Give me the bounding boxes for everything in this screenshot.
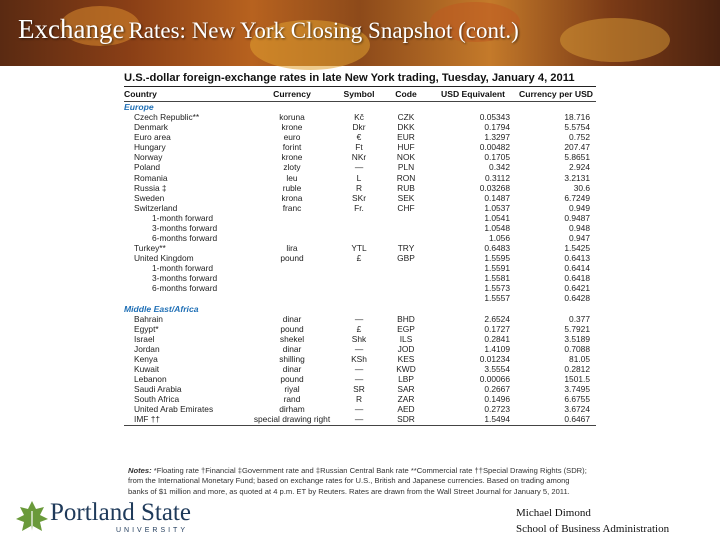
logo-wordmark: Portland State: [50, 499, 191, 526]
country-cell: Euro area: [134, 132, 171, 143]
country-cell: United Arab Emirates: [134, 404, 214, 415]
currency-cell: [248, 273, 336, 283]
table-row: [124, 132, 596, 142]
code-cell: [382, 223, 430, 233]
country-cell: Norway: [134, 152, 163, 163]
currency-cell: shilling: [279, 353, 305, 364]
usd-equivalent-cell: 0.1794: [484, 122, 510, 133]
table-row: [124, 122, 596, 132]
currency-cell: koruna: [279, 112, 305, 123]
symbol-cell: R: [355, 182, 363, 193]
code-cell: SEK: [397, 192, 415, 203]
country-cell: Lebanon: [134, 374, 167, 385]
table-row: [124, 203, 596, 213]
currency-per-usd-cell: 1.5425: [564, 243, 590, 254]
symbol-cell: —: [354, 162, 364, 173]
currency-per-usd-cell: 0.6414: [564, 263, 590, 274]
code-cell: EUR: [397, 132, 415, 143]
table-row: [124, 213, 596, 223]
currency-per-usd-cell: 0.948: [569, 222, 590, 233]
currency-per-usd-cell: 0.6428: [564, 293, 590, 304]
table-row: [124, 354, 596, 364]
currency-per-usd-cell: 5.8651: [564, 152, 590, 163]
currency-cell: shekel: [279, 333, 305, 344]
table-row: [124, 112, 596, 122]
currency-per-usd-cell: 6.7249: [564, 192, 590, 203]
code-cell: CHF: [397, 202, 415, 213]
table-row: [124, 334, 596, 344]
usd-equivalent-cell: 1.5581: [484, 273, 510, 284]
usd-equivalent-cell: 0.342: [489, 162, 510, 173]
currency-cell: krone: [281, 152, 303, 163]
currency-cell: pound: [280, 323, 304, 334]
notes-text: *Floating rate †Financial ‡Government rate and ‡Russian Central Bank rate **Commercial rate ††Special Drawing Rights (SDR); from the International Monetary Fund; based on exchange rates for U.S., British and Japanese currencies. Based on trading among banks of $1 million and more, as quoted at 4 p.m. ET by Reuters. Rates are drawn from the Wall Street Journal for January 5, 2011.: [128, 466, 587, 496]
country-cell: Russia ‡: [134, 182, 167, 193]
slide-title-prefix: Exchange: [18, 14, 125, 44]
usd-equivalent-cell: 1.5557: [484, 293, 510, 304]
country-cell: Saudi Arabia: [134, 384, 182, 395]
country-cell: Egypt*: [134, 323, 159, 334]
currency-per-usd-cell: 0.6467: [516, 414, 596, 425]
exchange-rate-table: [124, 87, 596, 426]
symbol-cell: —: [354, 364, 364, 375]
code-cell: SAR: [397, 384, 415, 395]
currency-per-usd-cell: 207.47: [564, 142, 590, 153]
symbol-cell: £: [356, 323, 362, 334]
usd-equivalent-cell: 0.05343: [479, 112, 510, 123]
usd-equivalent-cell: 1.5494: [430, 414, 516, 425]
currency-cell: euro: [283, 132, 301, 143]
usd-equivalent-cell: 0.2723: [484, 404, 510, 415]
table-row: [124, 344, 596, 354]
country-cell: Israel: [134, 333, 155, 344]
table-row: [124, 283, 596, 293]
title-banner: [0, 0, 720, 66]
usd-equivalent-cell: 0.00066: [479, 374, 510, 385]
table-row: [124, 233, 596, 243]
table-row: [124, 273, 596, 283]
currency-cell: [248, 223, 336, 233]
table-row: [124, 243, 596, 253]
currency-per-usd-cell: 0.377: [569, 313, 590, 324]
table-row: [124, 223, 596, 233]
column-header: Currency per USD: [516, 87, 596, 102]
country-cell: Poland: [134, 162, 161, 173]
table-row: [124, 162, 596, 172]
table-row: [124, 183, 596, 193]
symbol-cell: [336, 273, 382, 283]
country-cell: 3-months forward: [152, 222, 218, 233]
usd-equivalent-cell: 1.056: [489, 233, 510, 244]
code-cell: [382, 273, 430, 283]
currency-cell: dinar: [282, 364, 302, 375]
table-row: [124, 374, 596, 384]
currency-per-usd-cell: 0.752: [569, 132, 590, 143]
usd-equivalent-cell: 0.1496: [484, 394, 510, 405]
symbol-cell: £: [356, 253, 362, 264]
code-cell: BHD: [397, 313, 415, 324]
usd-equivalent-cell: 1.0537: [484, 202, 510, 213]
currency-cell: leu: [286, 172, 298, 183]
currency-cell: special drawing right: [248, 414, 336, 425]
symbol-cell: Ft: [355, 142, 363, 153]
symbol-cell: [336, 283, 382, 293]
usd-equivalent-cell: 0.01234: [479, 353, 510, 364]
usd-equivalent-cell: 1.4109: [484, 343, 510, 354]
currency-cell: dirham: [279, 404, 305, 415]
table-title: U.S.-dollar foreign-exchange rates in late New York trading, Tuesday, January 4, 2011: [124, 72, 575, 84]
usd-equivalent-cell: 2.6524: [484, 313, 510, 324]
column-header: USD Equivalent: [430, 87, 516, 102]
symbol-cell: R: [355, 394, 363, 405]
code-cell: JOD: [397, 343, 415, 354]
table-header-row: [124, 87, 596, 102]
currency-cell: dinar: [282, 343, 302, 354]
table-row: [124, 253, 596, 263]
symbol-cell: SKr: [352, 192, 366, 203]
table-row: [124, 263, 596, 273]
country-cell: Jordan: [134, 343, 160, 354]
slide-title: [18, 14, 519, 45]
currency-cell: zloty: [283, 162, 301, 173]
slide-title-rest: Rates: New York Closing Snapshot (cont.): [128, 18, 519, 43]
symbol-cell: [336, 293, 382, 303]
symbol-cell: Kč: [354, 112, 364, 123]
currency-cell: [248, 213, 336, 223]
code-cell: GBP: [397, 253, 415, 264]
author-credit: [516, 505, 669, 537]
country-cell: Sweden: [134, 192, 165, 203]
table-row: [124, 173, 596, 183]
autumn-leaf-decoration: [560, 18, 670, 62]
country-cell: Romania: [134, 172, 168, 183]
currency-per-usd-cell: 0.6421: [564, 283, 590, 294]
currency-per-usd-cell: 0.6418: [564, 273, 590, 284]
currency-cell: [248, 293, 336, 303]
usd-equivalent-cell: 1.0548: [484, 222, 510, 233]
usd-equivalent-cell: 1.5591: [484, 263, 510, 274]
currency-per-usd-cell: 3.7495: [564, 384, 590, 395]
code-cell: CZK: [397, 112, 415, 123]
table-row: [124, 142, 596, 152]
code-cell: [382, 213, 430, 223]
code-cell: KWD: [396, 364, 416, 375]
column-header: Country: [124, 87, 248, 102]
currency-per-usd-cell: 5.5754: [564, 122, 590, 133]
currency-per-usd-cell: 5.7921: [564, 323, 590, 334]
logo-subtitle: UNIVERSITY: [116, 527, 189, 534]
code-cell: RUB: [397, 182, 415, 193]
symbol-cell: L: [356, 172, 362, 183]
currency-per-usd-cell: 3.6724: [564, 404, 590, 415]
code-cell: KES: [397, 353, 415, 364]
region-name: Middle East/Africa: [124, 303, 199, 314]
country-cell: Kuwait: [134, 364, 160, 375]
logo-leaf-icon: [16, 501, 48, 535]
table-row: [124, 384, 596, 394]
usd-equivalent-cell: 0.00482: [479, 142, 510, 153]
currency-per-usd-cell: 1501.5: [564, 374, 590, 385]
symbol-cell: —: [336, 414, 382, 425]
currency-cell: [248, 263, 336, 273]
usd-equivalent-cell: 1.5573: [484, 283, 510, 294]
currency-per-usd-cell: 3.5189: [564, 333, 590, 344]
code-cell: DKK: [397, 122, 415, 133]
code-cell: HUF: [397, 142, 415, 153]
school-name: School of Business Administration: [516, 523, 670, 535]
currency-cell: krona: [281, 192, 303, 203]
country-cell: 6-months forward: [152, 283, 218, 294]
table-row: [124, 314, 596, 324]
currency-cell: [248, 233, 336, 243]
country-cell: 3-months forward: [152, 273, 218, 284]
country-cell: Kenya: [134, 353, 158, 364]
symbol-cell: KSh: [351, 353, 367, 364]
symbol-cell: —: [354, 404, 364, 415]
code-cell: RON: [396, 172, 416, 183]
currency-per-usd-cell: 2.924: [569, 162, 590, 173]
country-cell: Turkey**: [134, 243, 166, 254]
currency-per-usd-cell: 30.6: [573, 182, 590, 193]
code-cell: EGP: [397, 323, 415, 334]
column-header: Symbol: [336, 87, 382, 102]
code-cell: LBP: [398, 374, 414, 385]
table-row: [124, 364, 596, 374]
usd-equivalent-cell: 1.3297: [484, 132, 510, 143]
symbol-cell: —: [354, 374, 364, 385]
usd-equivalent-cell: 0.6483: [484, 243, 510, 254]
code-cell: NOK: [396, 152, 416, 163]
exchange-rate-table-figure: [124, 72, 596, 426]
column-header: Currency: [248, 87, 336, 102]
code-cell: [382, 233, 430, 243]
code-cell: ILS: [399, 333, 413, 344]
currency-cell: franc: [282, 202, 302, 213]
country-cell: Czech Republic**: [134, 112, 200, 123]
symbol-cell: Fr.: [354, 202, 364, 213]
usd-equivalent-cell: 0.2841: [484, 333, 510, 344]
table-notes: [128, 466, 590, 497]
code-cell: ZAR: [397, 394, 415, 405]
currency-cell: rand: [283, 394, 301, 405]
symbol-cell: [336, 233, 382, 243]
country-cell: Switzerland: [134, 202, 178, 213]
currency-cell: lira: [286, 243, 298, 254]
currency-per-usd-cell: 6.6755: [564, 394, 590, 405]
usd-equivalent-cell: 0.1705: [484, 152, 510, 163]
column-header: Code: [382, 87, 430, 102]
country-cell: 1-month forward: [152, 212, 213, 223]
currency-per-usd-cell: 0.9487: [564, 212, 590, 223]
currency-cell: pound: [280, 253, 304, 264]
country-cell: IMF ††: [124, 414, 248, 425]
code-cell: PLN: [397, 162, 415, 173]
country-cell: [124, 293, 248, 303]
table-row: [124, 152, 596, 162]
currency-per-usd-cell: 0.6413: [564, 253, 590, 264]
country-cell: 1-month forward: [152, 263, 213, 274]
code-cell: [382, 263, 430, 273]
country-cell: United Kingdom: [134, 253, 194, 264]
currency-cell: dinar: [282, 313, 302, 324]
table-row: [124, 414, 596, 425]
symbol-cell: [336, 223, 382, 233]
usd-equivalent-cell: 1.0541: [484, 212, 510, 223]
currency-per-usd-cell: 0.949: [569, 202, 590, 213]
region-header-row: [124, 102, 596, 113]
usd-equivalent-cell: 0.3112: [485, 172, 510, 183]
symbol-cell: [336, 213, 382, 223]
currency-per-usd-cell: 0.2812: [564, 364, 590, 375]
usd-equivalent-cell: 3.5554: [484, 364, 510, 375]
code-cell: TRY: [397, 243, 415, 254]
symbol-cell: —: [354, 343, 364, 354]
currency-per-usd-cell: 3.2131: [564, 172, 590, 183]
currency-cell: [248, 283, 336, 293]
currency-cell: krone: [281, 122, 303, 133]
symbol-cell: —: [354, 313, 364, 324]
country-cell: South Africa: [134, 394, 180, 405]
currency-per-usd-cell: 18.716: [564, 112, 590, 123]
symbol-cell: €: [356, 132, 362, 143]
table-row: [124, 193, 596, 203]
currency-per-usd-cell: 0.947: [569, 233, 590, 244]
country-cell: Denmark: [134, 122, 168, 133]
usd-equivalent-cell: 1.5595: [484, 253, 510, 264]
symbol-cell: Dkr: [352, 122, 366, 133]
code-cell: [382, 283, 430, 293]
author-name: Michael Dimond: [516, 507, 591, 519]
currency-cell: forint: [282, 142, 302, 153]
notes-label: Notes:: [128, 466, 152, 475]
currency-cell: ruble: [282, 182, 302, 193]
table-row: [124, 293, 596, 303]
symbol-cell: NKr: [351, 152, 367, 163]
code-cell: SDR: [382, 414, 430, 425]
country-cell: Hungary: [134, 142, 166, 153]
symbol-cell: [336, 263, 382, 273]
currency-per-usd-cell: 81.05: [569, 353, 590, 364]
usd-equivalent-cell: 0.2667: [484, 384, 510, 395]
usd-equivalent-cell: 0.1727: [484, 323, 510, 334]
table-body: [124, 102, 596, 426]
country-cell: 6-months forward: [152, 233, 218, 244]
usd-equivalent-cell: 0.1487: [484, 192, 510, 203]
currency-cell: pound: [280, 374, 304, 385]
symbol-cell: Shk: [351, 333, 367, 344]
symbol-cell: YTL: [351, 243, 367, 254]
table-row: [124, 404, 596, 414]
usd-equivalent-cell: 0.03268: [479, 182, 510, 193]
code-cell: [382, 293, 430, 303]
table-row: [124, 394, 596, 404]
currency-cell: riyal: [284, 384, 300, 395]
country-cell: Bahrain: [134, 313, 163, 324]
code-cell: AED: [397, 404, 415, 415]
currency-per-usd-cell: 0.7088: [564, 343, 590, 354]
table-row: [124, 324, 596, 334]
region-header-row: [124, 304, 596, 314]
region-name: Europe: [124, 102, 154, 112]
symbol-cell: SR: [353, 384, 365, 395]
